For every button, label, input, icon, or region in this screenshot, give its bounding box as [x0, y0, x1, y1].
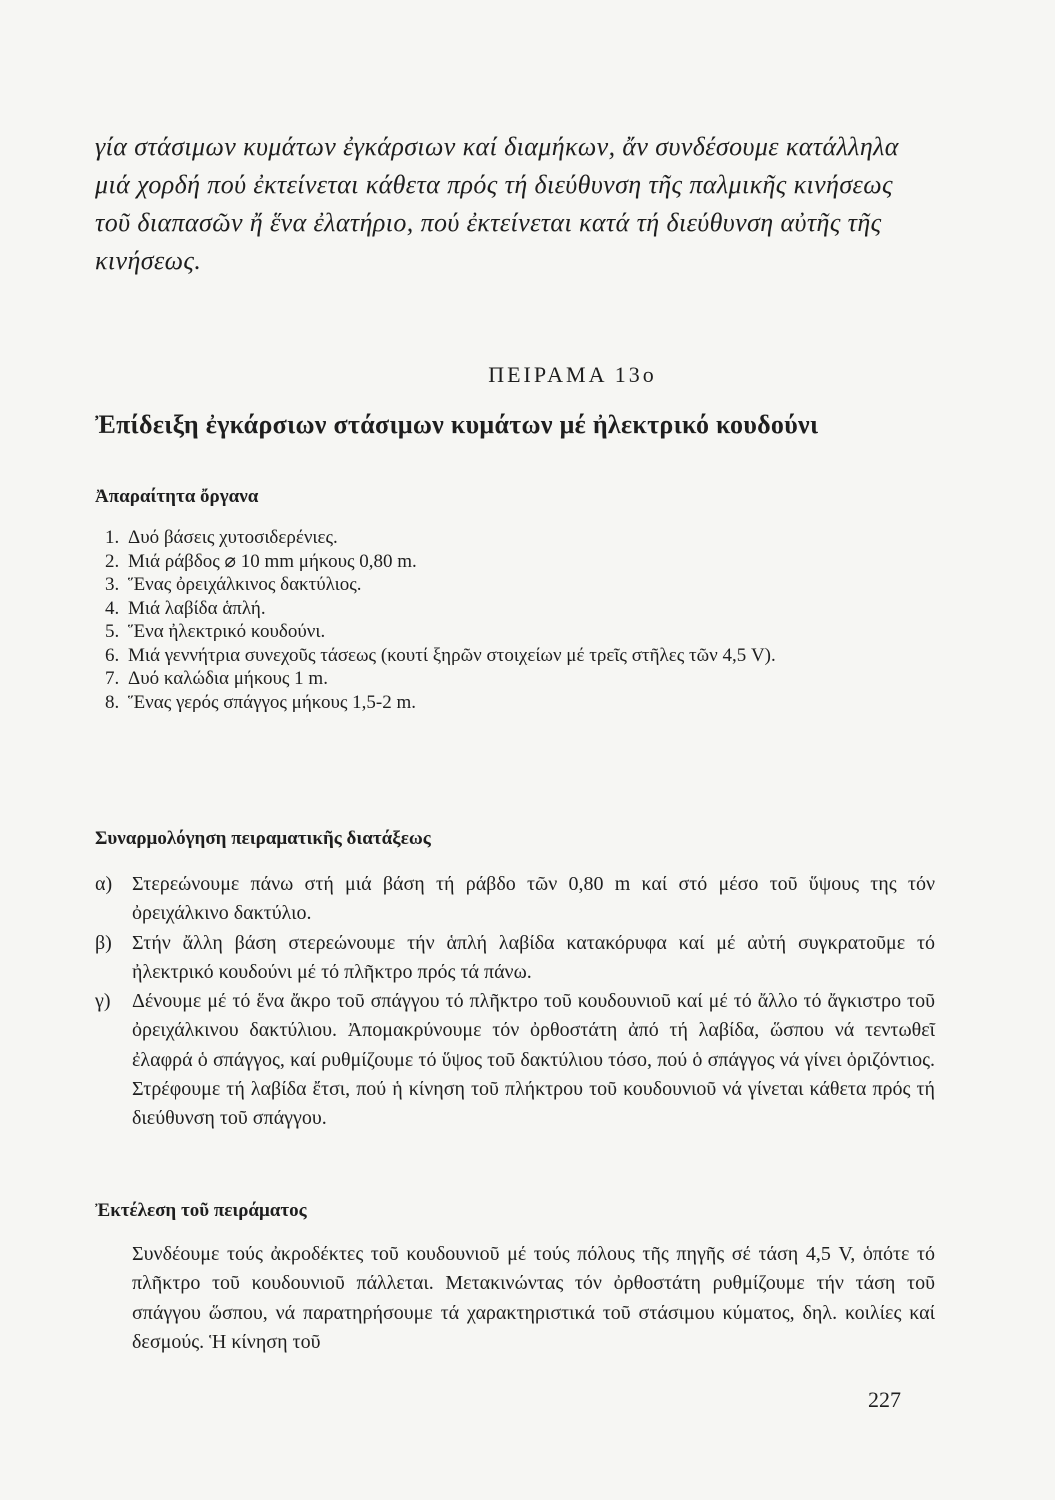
step-marker: β): [95, 931, 112, 954]
list-item: [95, 870, 935, 929]
page-number: 227: [868, 1387, 901, 1412]
item-number: 4.: [105, 597, 120, 619]
item-text: Μιά λαβίδα ἁπλή.: [128, 597, 266, 619]
experiment-title: Ἐπίδειξη ἐγκάρσιων στάσιμων κυμάτων μέ ἠλεκτρικό κουδούνι: [95, 410, 819, 439]
list-item: [105, 597, 935, 621]
item-text: Ἕνα ἠλεκτρικό κουδούνι.: [128, 621, 326, 642]
item-text: Μιά ράβδος ⌀ 10 mm μήκους 0,80 m.: [128, 550, 417, 572]
item-number: 8.: [105, 691, 120, 713]
list-item: [95, 987, 935, 1133]
intro-paragraph: γία στάσιμων κυμάτων ἐγκάρσιων καί διαμήκων, ἄν συνδέσουμε κατάλληλα μιά χορδή πού ἐκτείνεται κάθετα πρός τή διεύθυνση τῆς παλμικῆς κινήσεως τοῦ διαπασῶν ἤ ἕνα ἐλατήριο, πού ἐκτείνεται κατά τή διεύθυνση αὐτῆς τῆς κινήσεως.: [95, 132, 899, 275]
item-text: Δυό βάσεις χυτοσιδερένιες.: [128, 527, 338, 548]
list-item: [105, 573, 935, 597]
list-item: [105, 667, 935, 691]
list-item: [105, 526, 935, 550]
execution-paragraph: Συνδέουμε τούς ἀκροδέκτες τοῦ κουδουνιοῦ μέ τούς πόλους τῆς πηγῆς σέ τάση 4,5 V, ὁπότε τό πλῆκτρο τοῦ κουδουνιοῦ πάλλεται. Μετακινώντας τόν ὀρθοστάτη ρυθμίζουμε τήν τάση τοῦ σπάγγου ὥσπου, νά παρατηρήσουμε τά χαρακτηριστικά τοῦ στάσιμου κύματος, δηλ. κοιλίες καί δεσμούς. Ἡ κίνηση τοῦ: [132, 1243, 935, 1353]
equipment-heading: Ἀπαραίτητα ὄργανα: [95, 486, 259, 507]
step-text: Δένουμε μέ τό ἕνα ἄκρο τοῦ σπάγγου τό πλῆκτρο τοῦ κουδουνιοῦ καί μέ τό ἄλλο τό ἄγκιστρο τοῦ ὀρειχάλκινου δακτύλιου. Ἀπομακρύνουμε τόν ὀρθοστάτη ἀπό τή λαβίδα, ὥσπου νά τεντωθεῖ ἐλαφρά ὁ σπάγγος, καί ρυθμίζουμε τό ὕψος τοῦ δακτύλιου τόσο, πού ὁ σπάγγος νά γίνει ὁριζόντιος. Στρέφουμε τή λαβίδα ἔτσι, πού ἡ κίνηση τοῦ πλήκτρου τοῦ κουδουνιοῦ νά γίνεται κάθετα πρός τή διεύθυνση τοῦ σπάγγου.: [132, 990, 935, 1130]
experiment-label: ΠΕΙΡΑΜΑ 13ο: [488, 362, 657, 387]
list-item: [95, 929, 935, 988]
step-marker: γ): [95, 990, 111, 1013]
item-text: Ἕνας γερός σπάγγος μήκους 1,5-2 m.: [128, 691, 416, 713]
item-number: 7.: [105, 668, 120, 689]
assembly-steps: [95, 870, 935, 1134]
step-marker: α): [95, 873, 113, 895]
item-number: 5.: [105, 621, 120, 642]
list-item: [105, 550, 935, 574]
list-item: [105, 620, 935, 644]
assembly-heading: Συναρμολόγηση πειραματικῆς διατάξεως: [95, 828, 431, 849]
item-number: 3.: [105, 574, 120, 595]
list-item: [105, 644, 935, 668]
item-number: 6.: [105, 644, 120, 666]
item-text: Δυό καλώδια μήκους 1 m.: [128, 668, 328, 689]
item-number: 1.: [105, 527, 120, 548]
list-item: [105, 691, 935, 715]
item-text: Ἕνας ὀρειχάλκινος δακτύλιος.: [128, 574, 362, 595]
execution-heading: Ἐκτέλεση τοῦ πειράματος: [95, 1200, 307, 1221]
step-text: Στήν ἄλλη βάση στερεώνουμε τήν ἁπλή λαβίδα κατακόρυφα καί μέ αὐτή συγκρατοῦμε τό ἠλεκτρικό κουδούνι μέ τό πλῆκτρο πρός τά πάνω.: [132, 931, 935, 983]
item-number: 2.: [105, 550, 120, 572]
item-text: Μιά γεννήτρια συνεχοῦς τάσεως (κουτί ξηρῶν στοιχείων μέ τρεῖς στῆλες τῶν 4,5 V).: [128, 644, 776, 666]
step-text: Στερεώνουμε πάνω στή μιά βάση τή ράβδο τῶν 0,80 m καί στό μέσο τοῦ ὕψους της τόν ὀρειχάλκινο δακτύλιο.: [132, 873, 935, 925]
equipment-list: [105, 526, 935, 714]
